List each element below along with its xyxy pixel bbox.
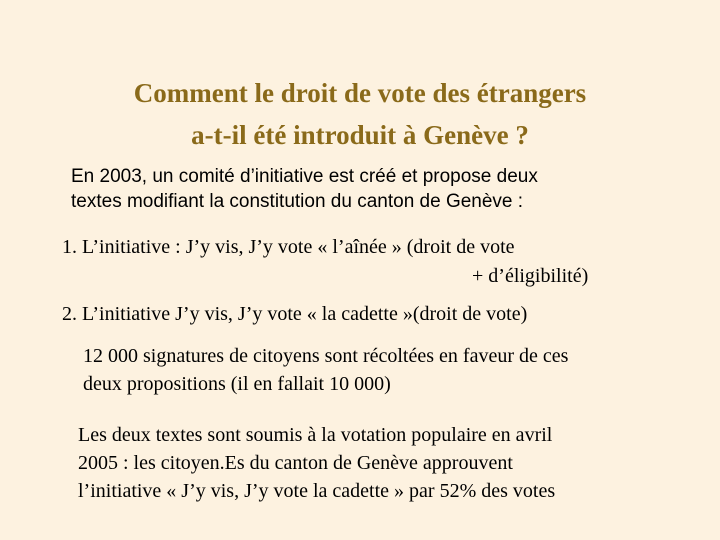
vote-result-paragraph — [78, 421, 555, 505]
intro-line-1: En 2003, un comité d’initiative est créé et propose deux — [71, 166, 538, 187]
slide-title-line-1: Comment le droit de vote des étrangers — [133, 78, 587, 108]
slide-title-line-2: a-t-il été introduit à Genève ? — [191, 120, 529, 150]
signatures-line-1: 12 000 signatures de citoyens sont récoltées en faveur de ces — [83, 345, 569, 367]
initiative-item-1-line-1: 1. L’initiative : J’y vis, J’y vote « l’aînée » (droit de vote — [62, 236, 515, 258]
initiative-item-2 — [62, 300, 527, 329]
intro-line-2: textes modifiant la constitution du canton de Genève : — [71, 191, 524, 212]
slide-title — [0, 72, 720, 156]
signatures-line-2: deux propositions (il en fallait 10 000) — [83, 373, 391, 395]
vote-result-line-2: 2005 : les citoyen.Es du canton de Genève approuvent — [78, 452, 513, 474]
initiative-item-1-line-2: + d’éligibilité) — [472, 265, 589, 287]
intro-paragraph — [71, 164, 691, 214]
vote-result-line-1: Les deux textes sont soumis à la votation populaire en avril — [78, 424, 553, 446]
initiative-item-2-line-1: 2. L’initiative J’y vis, J’y vote « la cadette »(droit de vote) — [62, 303, 528, 325]
initiative-item-1 — [62, 233, 662, 291]
vote-result-line-3: l’initiative « J’y vis, J’y vote la cadette » par 52% des votes — [78, 480, 556, 502]
signatures-paragraph — [83, 342, 568, 398]
